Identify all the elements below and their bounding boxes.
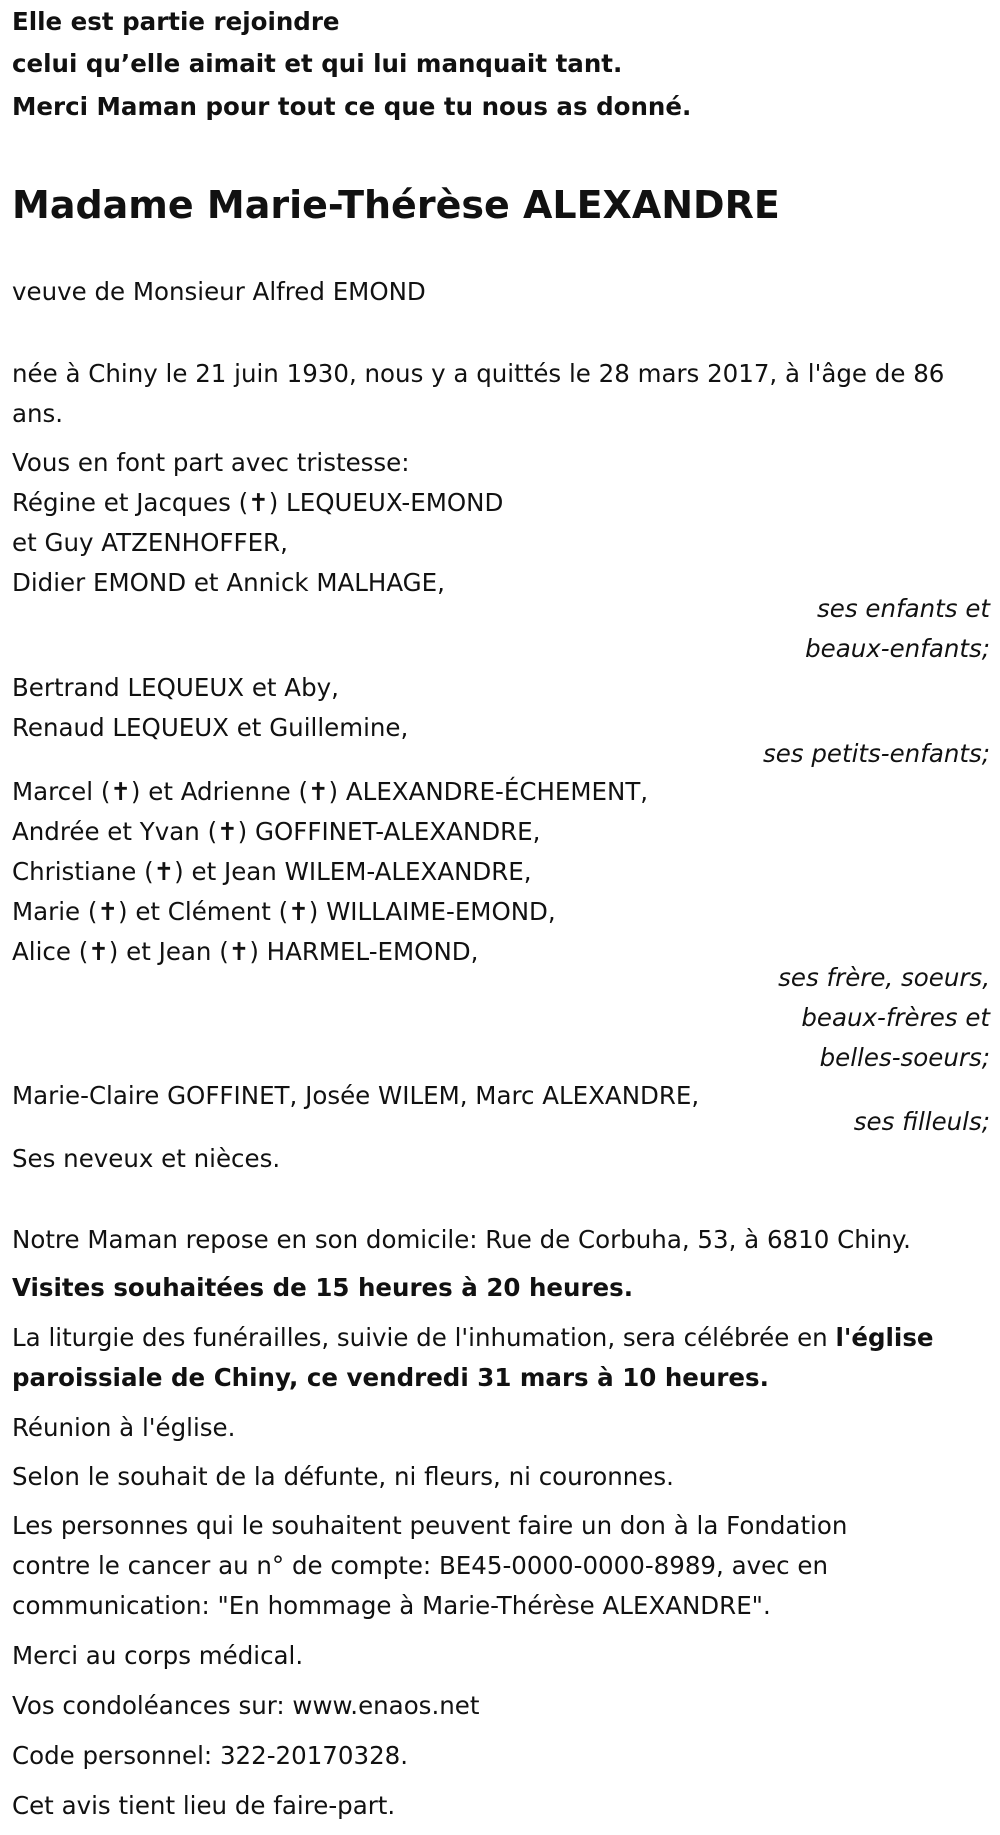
nephews-line: Ses neveux et nièces.: [12, 1144, 281, 1173]
liturgy-line-2: paroissiale de Chiny, ce vendredi 31 mars à 10 heures.: [12, 1363, 769, 1392]
children-role-2: beaux-enfants;: [805, 634, 990, 663]
donation-line-3: communication: "En hommage à Marie-Thérèse ALEXANDRE".: [12, 1591, 771, 1620]
liturgy-text: La liturgie des funérailles, suivie de l'inhumation, sera célébrée en: [12, 1323, 836, 1352]
liturgy-line-1: [12, 1318, 934, 1358]
birth-line-2: ans.: [12, 399, 64, 428]
meeting-line: Réunion à l'église.: [12, 1413, 236, 1442]
godchildren-role: ses filleuls;: [853, 1107, 990, 1136]
condolences-line: Vos condoléances sur: www.enaos.net: [12, 1691, 480, 1720]
notice-line: Cet avis tient lieu de faire-part.: [12, 1791, 396, 1820]
children-role-1: ses enfants et: [817, 594, 990, 623]
intro-line-3: Merci Maman pour tout ce que tu nous as donné.: [12, 92, 692, 121]
deceased-name: Madame Marie-Thérèse ALEXANDRE: [12, 183, 780, 227]
siblings-line-1: Marcel (✝) et Adrienne (✝) ALEXANDRE-ÉCHEMENT,: [12, 777, 649, 806]
donation-line-2: contre le cancer au n° de compte: BE45-0000-0000-8989, avec en: [12, 1551, 829, 1580]
grandchildren-role: ses petits-enfants;: [762, 739, 990, 768]
siblings-line-3: Christiane (✝) et Jean WILEM-ALEXANDRE,: [12, 857, 532, 886]
widow-line: veuve de Monsieur Alfred EMOND: [12, 277, 426, 306]
godchildren-line: Marie-Claire GOFFINET, Josée WILEM, Marc ALEXANDRE,: [12, 1081, 700, 1110]
siblings-line-4: Marie (✝) et Clément (✝) WILLAIME-EMOND,: [12, 897, 556, 926]
donation-line-1: Les personnes qui le souhaitent peuvent faire un don à la Fondation: [12, 1511, 848, 1540]
grandchildren-line-2: Renaud LEQUEUX et Guillemine,: [12, 713, 409, 742]
family-intro: Vous en font part avec tristesse:: [12, 448, 410, 477]
siblings-role-1: ses frère, soeurs,: [778, 963, 990, 992]
liturgy-church: l'église: [835, 1323, 934, 1352]
intro-line-2: celui qu’elle aimait et qui lui manquait tant.: [12, 49, 623, 78]
children-line-2: et Guy ATZENHOFFER,: [12, 528, 288, 557]
siblings-line-2: Andrée et Yvan (✝) GOFFINET-ALEXANDRE,: [12, 817, 541, 846]
flowers-line: Selon le souhait de la défunte, ni fleurs, ni couronnes.: [12, 1462, 674, 1491]
grandchildren-line-1: Bertrand LEQUEUX et Aby,: [12, 673, 339, 702]
siblings-line-5: Alice (✝) et Jean (✝) HARMEL-EMOND,: [12, 937, 479, 966]
code-line: Code personnel: 322-20170328.: [12, 1741, 409, 1770]
birth-line-1: née à Chiny le 21 juin 1930, nous y a quittés le 28 mars 2017, à l'âge de 86: [12, 359, 945, 388]
thanks-line: Merci au corps médical.: [12, 1641, 304, 1670]
visits-line: Visites souhaitées de 15 heures à 20 heures.: [12, 1273, 634, 1302]
children-line-3: Didier EMOND et Annick MALHAGE,: [12, 568, 445, 597]
intro-line-1: Elle est partie rejoindre: [12, 7, 340, 36]
children-line-1: Régine et Jacques (✝) LEQUEUX-EMOND: [12, 488, 504, 517]
siblings-role-3: belles-soeurs;: [819, 1043, 990, 1072]
home-line: Notre Maman repose en son domicile: Rue de Corbuha, 53, à 6810 Chiny.: [12, 1225, 911, 1254]
siblings-role-2: beaux-frères et: [801, 1003, 990, 1032]
